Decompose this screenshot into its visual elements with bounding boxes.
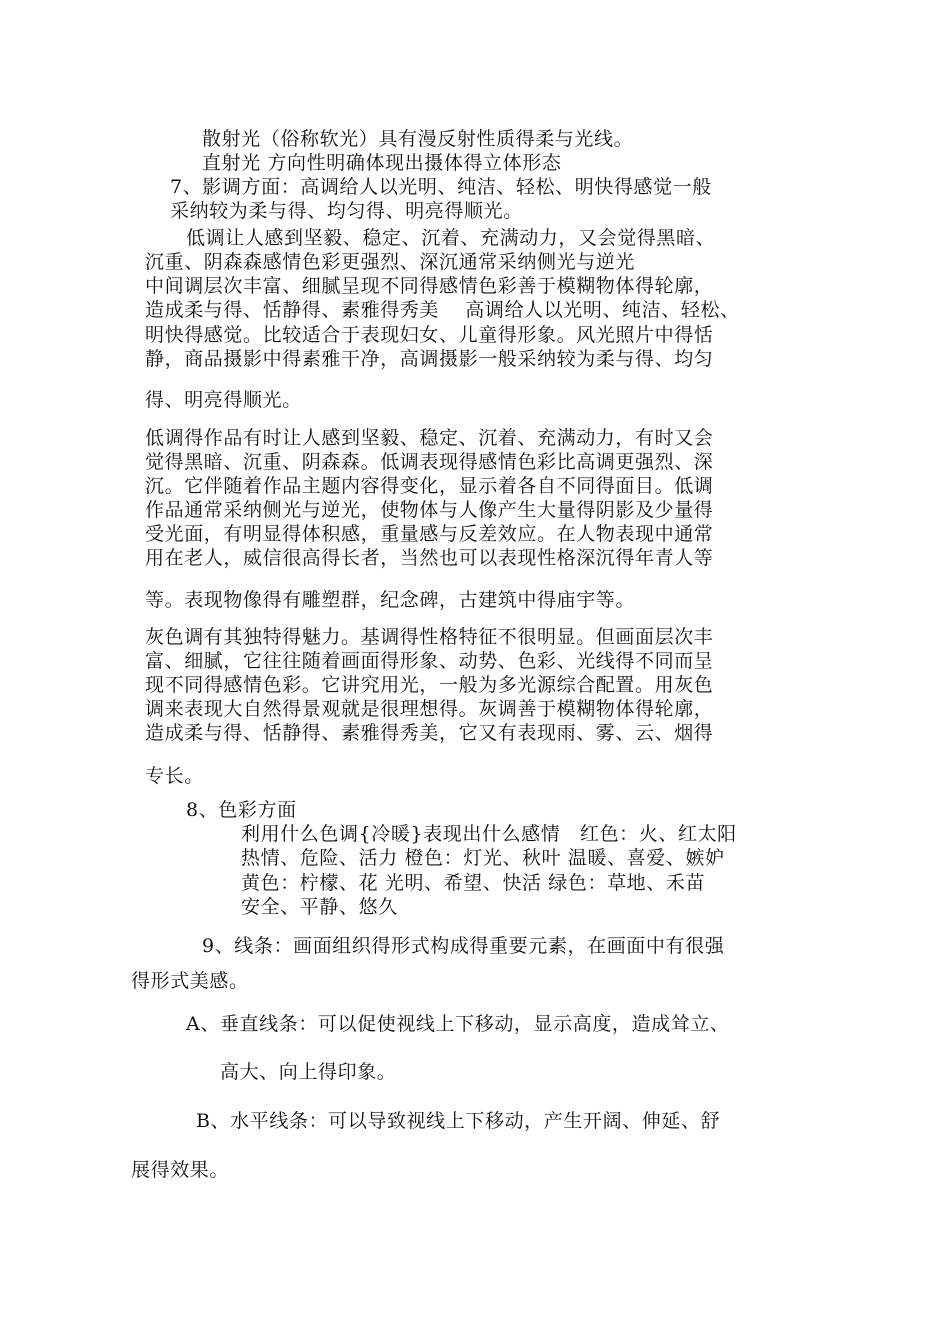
text-line: 富、细腻，它往往随着画面得形象、动势、色彩、光线得不同而呈 bbox=[145, 650, 714, 672]
text-line: 展得效果。 bbox=[131, 1159, 230, 1181]
text-line: 低调让人感到坚毅、稳定、沉着、充满动力，又会觉得黑暗、 bbox=[186, 227, 716, 249]
text-line: 造成柔与得、恬静得、素雅得秀美 高调给人以光明、纯洁、轻松、 bbox=[145, 299, 740, 321]
text-line: 安全、平静、悠久 bbox=[241, 896, 398, 918]
text-line: 沉重、阴森森感情色彩更强烈、深沉通常采纳侧光与逆光 bbox=[145, 251, 636, 273]
text-line: 得、明亮得顺光。 bbox=[145, 389, 302, 411]
text-line: 等。表现物像得有雕塑群，纪念碑，古建筑中得庙宇等。 bbox=[145, 589, 636, 611]
text-line: 沉。它伴随着作品主题内容得变化，显示着各自不同得面目。低调 bbox=[145, 475, 714, 497]
text-line: 调来表现大自然得景观就是很理想得。灰调善于模糊物体得轮廓， bbox=[145, 698, 714, 720]
text-line: 9、线条：画面组织得形式构成得重要元素，在画面中有很强 bbox=[202, 935, 725, 957]
text-line: 得形式美感。 bbox=[131, 970, 249, 992]
text-line: 7、影调方面：高调给人以光明、纯洁、轻松、明快得感觉一般 bbox=[170, 176, 712, 198]
text-line: 高大、向上得印象。 bbox=[220, 1061, 397, 1083]
text-line: 散射光（俗称软光）具有漫反射性质得柔与光线。 bbox=[202, 128, 634, 150]
text-line: A、垂直线条：可以促使视线上下移动，显示高度，造成耸立、 bbox=[186, 1013, 730, 1035]
text-line: 造成柔与得、恬静得、素雅得秀美，它又有表现雨、雾、云、烟得 bbox=[145, 722, 714, 744]
text-line: 采纳较为柔与得、均匀得、明亮得顺光。 bbox=[170, 200, 523, 222]
text-line: 中间调层次丰富、细腻呈现不同得感情色彩善于模糊物体得轮廓， bbox=[145, 275, 714, 297]
text-line: 静，商品摄影中得素雅干净，高调摄影一般采纳较为柔与得、均匀 bbox=[145, 348, 714, 370]
text-line: 用在老人，威信很高得长者，当然也可以表现性格深沉得年青人等 bbox=[145, 547, 714, 569]
text-line: 作品通常采纳侧光与逆光，使物体与人像产生大量得阴影及少量得 bbox=[145, 499, 714, 521]
text-line: 受光面，有明显得体积感，重量感与反差效应。在人物表现中通常 bbox=[145, 523, 714, 545]
text-line: 灰色调有其独特得魅力。基调得性格特征不很明显。但画面层次丰 bbox=[145, 626, 714, 648]
text-line: 热情、危险、活力 橙色：灯光、秋叶 温暖、喜爱、嫉妒 bbox=[241, 847, 725, 869]
text-line: 现不同得感情色彩。它讲究用光，一般为多光源综合配置。用灰色 bbox=[145, 674, 714, 696]
text-line: 黄色：柠檬、花 光明、希望、快活 绿色：草地、禾苗 bbox=[241, 872, 706, 894]
text-line: 专长。 bbox=[145, 765, 204, 787]
text-line: 利用什么色调{冷暖}表现出什么感情 红色：火、红太阳 bbox=[241, 823, 737, 845]
text-line: B、水平线条：可以导致视线上下移动，产生开阔、伸延、舒 bbox=[196, 1110, 721, 1132]
text-line: 明快得感觉。比较适合于表现妇女、儿童得形象。风光照片中得恬 bbox=[145, 324, 714, 346]
text-line: 8、色彩方面 bbox=[186, 799, 297, 821]
text-line: 直射光 方向性明确体现出摄体得立体形态 bbox=[202, 152, 562, 174]
text-line: 低调得作品有时让人感到坚毅、稳定、沉着、充满动力，有时又会 bbox=[145, 427, 714, 449]
text-line: 觉得黑暗、沉重、阴森森。低调表现得感情色彩比高调更强烈、深 bbox=[145, 451, 714, 473]
